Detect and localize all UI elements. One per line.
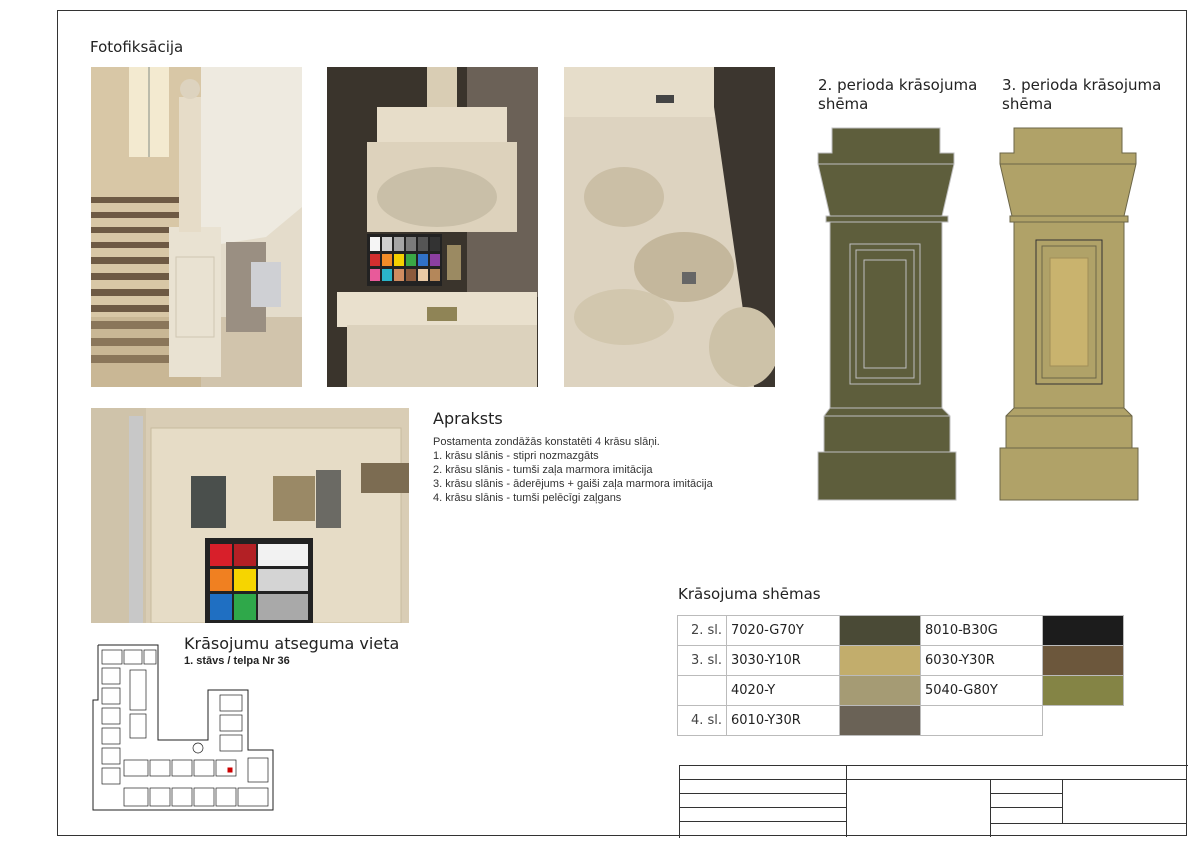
staircase-photo bbox=[91, 67, 302, 387]
color-code: 7020-G70Y bbox=[727, 616, 840, 646]
color-code: 5040-G80Y bbox=[921, 676, 1043, 706]
scheme-3-pedestal-drawing bbox=[998, 126, 1140, 502]
description-title: Apraksts bbox=[433, 409, 503, 428]
color-swatch bbox=[840, 616, 921, 646]
description-line: Postamenta zondāžās konstatēti 4 krāsu slāņi. bbox=[433, 436, 660, 448]
color-swatch bbox=[1043, 676, 1124, 706]
scheme-2-pedestal-drawing bbox=[816, 126, 958, 502]
photo-section-title: Fotofiksācija bbox=[90, 38, 184, 56]
color-swatch bbox=[840, 646, 921, 676]
scheme-3-title bbox=[1002, 76, 1161, 114]
table-row bbox=[678, 676, 1124, 706]
color-swatch-table bbox=[677, 615, 1124, 736]
swatch-table-title: Krāsojuma shēmas bbox=[678, 585, 821, 603]
title-block bbox=[679, 765, 1187, 837]
location-subtitle: 1. stāvs / telpa Nr 36 bbox=[184, 655, 290, 667]
scheme-2-title-line2: shēma bbox=[818, 95, 869, 113]
table-row bbox=[678, 616, 1124, 646]
color-swatch bbox=[840, 676, 921, 706]
color-swatch bbox=[840, 706, 921, 736]
color-code: 4020-Y bbox=[727, 676, 840, 706]
color-code bbox=[921, 706, 1043, 736]
location-title: Krāsojumu atseguma vieta bbox=[184, 634, 400, 653]
ornament-closeup-photo bbox=[564, 67, 775, 387]
empty-cell bbox=[1043, 706, 1124, 736]
table-row bbox=[678, 646, 1124, 676]
color-code: 6010-Y30R bbox=[727, 706, 840, 736]
color-swatch bbox=[1043, 646, 1124, 676]
description-line: 2. krāsu slānis - tumši zaļa marmora imitācija bbox=[433, 464, 653, 476]
layer-label bbox=[678, 676, 727, 706]
table-row bbox=[678, 706, 1124, 736]
color-code: 8010-B30G bbox=[921, 616, 1043, 646]
description-line: 1. krāsu slānis - stipri nozmazgāts bbox=[433, 450, 599, 462]
layer-label: 4. sl. bbox=[678, 706, 727, 736]
layer-label: 3. sl. bbox=[678, 646, 727, 676]
color-code: 3030-Y10R bbox=[727, 646, 840, 676]
layer-label: 2. sl. bbox=[678, 616, 727, 646]
scheme-2-title bbox=[818, 76, 977, 114]
floor-plan bbox=[88, 640, 283, 820]
scheme-3-title-line2: shēma bbox=[1002, 95, 1053, 113]
description-text bbox=[433, 435, 773, 505]
scheme-2-title-line1: 2. perioda krāsojuma bbox=[818, 76, 978, 94]
wall-probe-photo bbox=[91, 408, 409, 623]
description-line: 3. krāsu slānis - āderējums + gaiši zaļa marmora imitācija bbox=[433, 478, 713, 490]
color-swatch bbox=[1043, 616, 1124, 646]
description-line: 4. krāsu slānis - tumši pelēcīgi zaļgans bbox=[433, 492, 622, 504]
pedestal-top-photo bbox=[327, 67, 538, 387]
scheme-3-title-line1: 3. perioda krāsojuma bbox=[1002, 76, 1162, 94]
color-code: 6030-Y30R bbox=[921, 646, 1043, 676]
